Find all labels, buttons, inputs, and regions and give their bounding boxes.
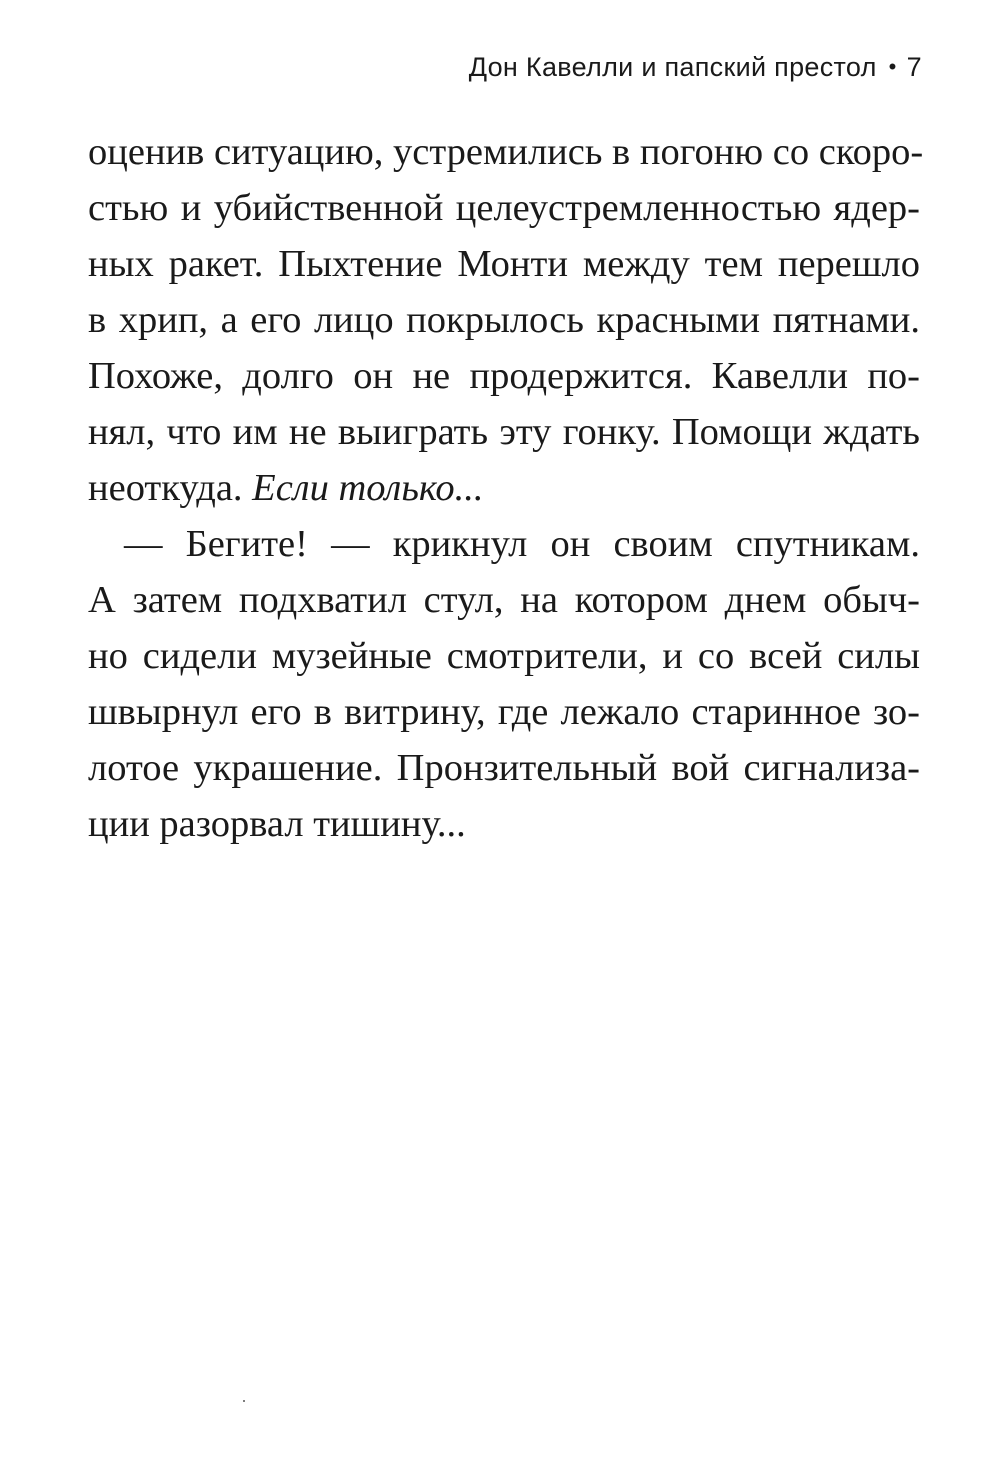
text-line: — Бегите! — крикнул он своим спутникам. [124, 523, 920, 565]
text-line: швырнул его в витрину, где лежало старинное зо- [88, 691, 920, 733]
text-line: ции разорвал тишину... [88, 803, 466, 845]
paragraph-1 [88, 124, 924, 516]
text-line: оценив ситуацию, устремились в погоню со скоро- [88, 131, 924, 173]
text-line: лотое украшение. Пронзительный вой сигнализа- [88, 747, 920, 789]
running-header [469, 52, 922, 83]
page-body [88, 124, 924, 852]
text-line: Похоже, долго он не продержится. Кавелли по- [88, 355, 920, 397]
text-line: в хрип, а его лицо покрылось красными пятнами. [88, 299, 920, 341]
text-line: нял, что им не выиграть эту гонку. Помощи ждать [88, 411, 920, 453]
text-line: А затем подхватил стул, на котором днем обыч- [88, 579, 920, 621]
running-title: Дон Кавелли и папский престол [468, 52, 877, 82]
text-line: но сидели музейные смотрители, и со всей силы [88, 635, 920, 677]
text-line [88, 460, 920, 516]
header-separator: • [888, 54, 897, 79]
text-italic: Если только... [252, 467, 484, 509]
paragraph-2 [88, 516, 920, 852]
text-plain: неоткуда. [88, 467, 243, 509]
text-line: стью и убийственной целеустремленностью ядер- [88, 187, 920, 229]
page-number: 7 [906, 52, 922, 82]
text-line: ных ракет. Пыхтение Монти между тем перешло [88, 243, 920, 285]
print-speck [243, 1400, 245, 1402]
